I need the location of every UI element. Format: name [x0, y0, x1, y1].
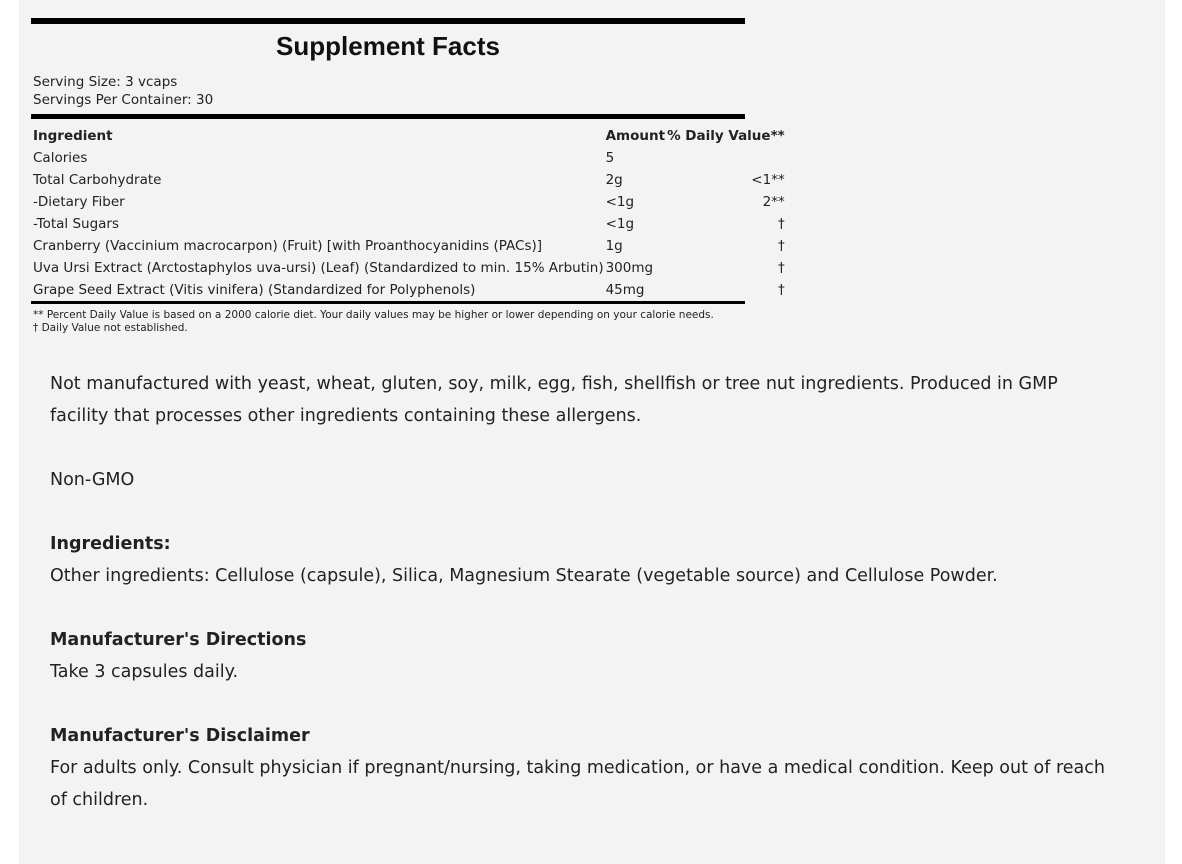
facts-footnotes	[31, 309, 745, 335]
facts-row	[31, 191, 785, 213]
serving-rule	[31, 114, 745, 119]
header-daily-value: % Daily Value**	[667, 128, 785, 144]
facts-row	[31, 257, 785, 279]
ingredient-daily-value: †	[777, 238, 785, 254]
directions-heading: Manufacturer's Directions	[50, 630, 307, 650]
facts-header-row	[31, 125, 785, 147]
facts-row	[31, 213, 785, 235]
ingredient-amount: <1g	[605, 216, 635, 232]
ingredient-amount: 45mg	[605, 282, 645, 298]
serving-size: Serving Size: 3 vcaps	[33, 74, 178, 90]
ingredient-amount: 2g	[605, 172, 623, 188]
ingredients-section	[50, 528, 1110, 592]
header-amount: Amount	[605, 128, 666, 144]
facts-row	[31, 235, 785, 257]
ingredient-name: Uva Ursi Extract (Arctostaphylos uva-ursi) (Leaf) (Standardized to min. 15% Arbutin)	[33, 260, 604, 276]
ingredient-name: Calories	[33, 150, 88, 166]
top-rule	[31, 18, 745, 24]
ingredient-daily-value: †	[777, 282, 785, 298]
supplement-facts-label	[31, 18, 785, 335]
disclaimer-heading: Manufacturer's Disclaimer	[50, 726, 310, 746]
directions-section	[50, 624, 1110, 688]
ingredient-amount: <1g	[605, 194, 635, 210]
ingredient-amount: 300mg	[605, 260, 654, 276]
ingredient-name: Cranberry (Vaccinium macrocarpon) (Fruit) [with Proanthocyanidins (PACs)]	[33, 238, 543, 254]
footnote-daily-value: ** Percent Daily Value is based on a 2000 calorie diet. Your daily values may be higher or lower depending on your calorie needs.	[33, 309, 714, 321]
ingredient-amount: 1g	[605, 238, 623, 254]
bottom-rule	[31, 301, 745, 304]
allergen-statement: Not manufactured with yeast, wheat, gluten, soy, milk, egg, fish, shellfish or tree nut ingredients. Produced in GMP facility that processes other ingredients containing these allergens.	[50, 374, 1058, 426]
facts-row	[31, 279, 785, 301]
serving-info	[31, 73, 745, 109]
non-gmo-statement: Non-GMO	[50, 470, 135, 490]
ingredients-heading: Ingredients:	[50, 534, 171, 554]
facts-row	[31, 169, 785, 191]
ingredient-name: -Total Sugars	[33, 216, 120, 232]
header-ingredient: Ingredient	[33, 128, 113, 144]
ingredient-name: Total Carbohydrate	[33, 172, 162, 188]
ingredient-daily-value: 2**	[762, 194, 785, 210]
ingredient-daily-value: <1**	[751, 172, 785, 188]
ingredient-daily-value: †	[777, 260, 785, 276]
ingredient-daily-value: †	[777, 216, 785, 232]
disclaimer-text: For adults only. Consult physician if pregnant/nursing, taking medication, or have a medical condition. Keep out of reach of children.	[50, 758, 1105, 810]
ingredient-name: -Dietary Fiber	[33, 194, 125, 210]
facts-table	[31, 125, 785, 301]
ingredient-name: Grape Seed Extract (Vitis vinifera) (Standardized for Polyphenols)	[33, 282, 476, 298]
footnote-not-established: † Daily Value not established.	[33, 322, 188, 334]
disclaimer-section	[50, 720, 1110, 816]
ingredient-daily-value	[665, 147, 785, 169]
ingredient-amount: 5	[605, 150, 615, 166]
directions-text: Take 3 capsules daily.	[50, 662, 239, 682]
facts-title: Supplement Facts	[276, 31, 500, 61]
servings-per-container: Servings Per Container: 30	[33, 92, 214, 108]
product-description	[50, 368, 1110, 816]
facts-row	[31, 147, 785, 169]
ingredients-text: Other ingredients: Cellulose (capsule), Silica, Magnesium Stearate (vegetable source) and Cellulose Powder.	[50, 566, 998, 586]
